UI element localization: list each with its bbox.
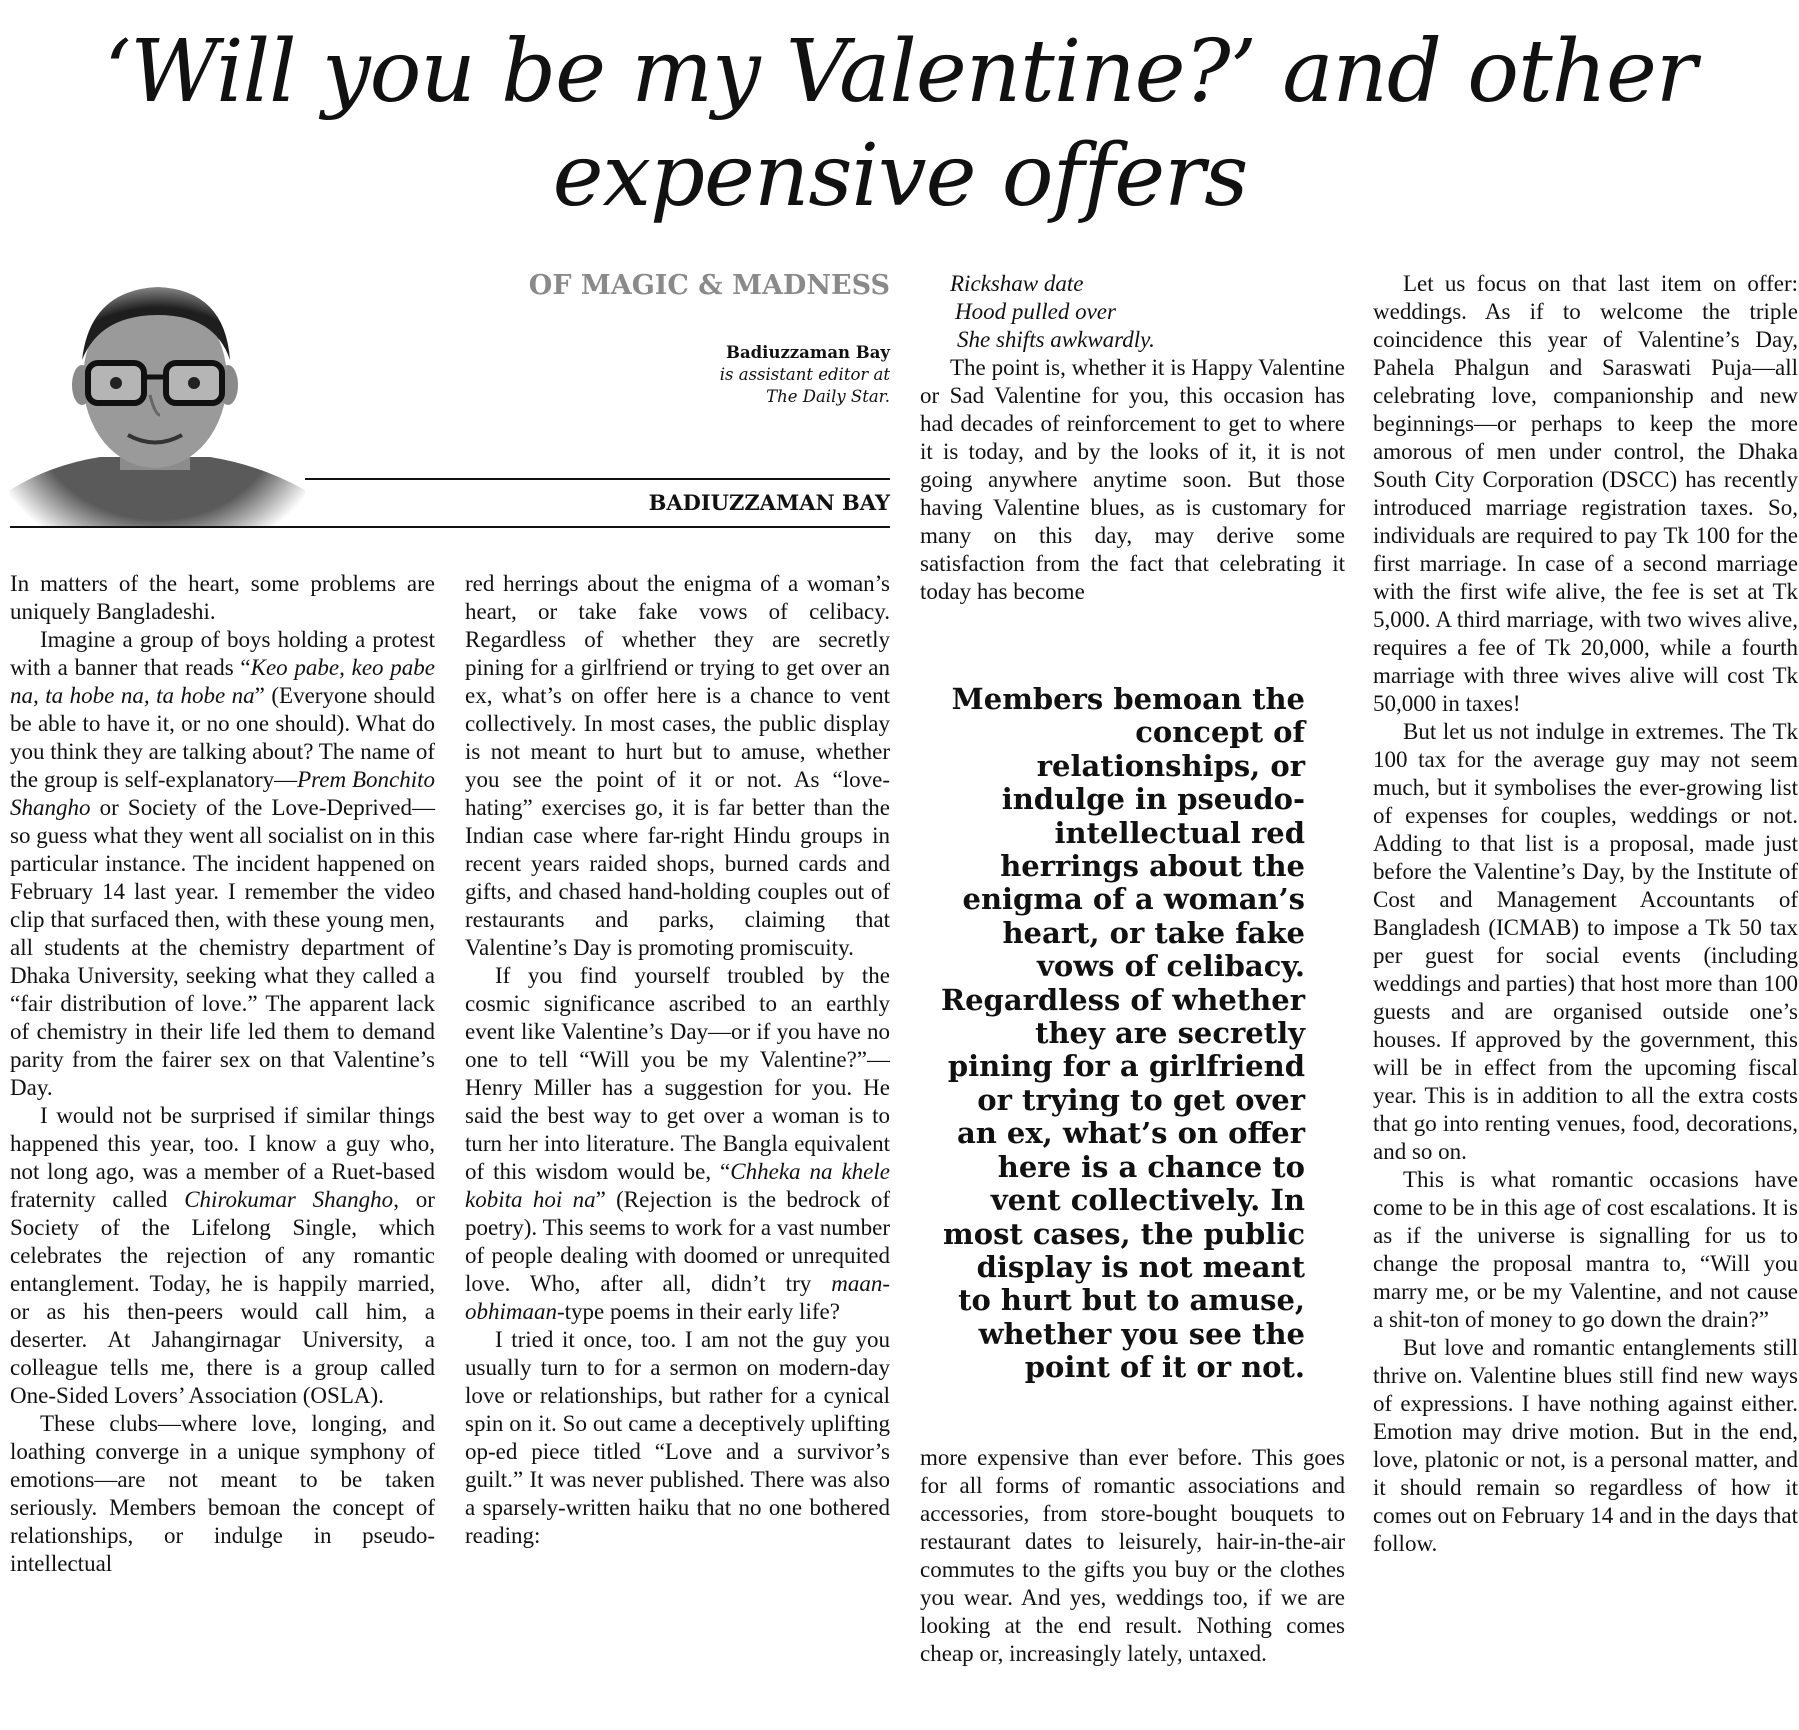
byline-rule-top — [305, 478, 890, 480]
paragraph: This is what romantic occasions have come to be in this age of cost escalations. It is as if the universe is signalling for us to change the proposal mantra to, “Will you marry me, or be my Valentine, and not cause a shit-ton of money to go down the drain?” — [1373, 1167, 1798, 1332]
paragraph: If you find yourself troubled by the cosmic significance ascribed to an earthly event like Valentine’s Day—or if you have no one to tell “Will you be my Valentine?”—Henry Miller has a suggestion for you. He said the best way to get over a woman is to turn her into literature. The Bangla equivalent of this wisdom would be, “Chheka na khele kobita hoi na” (Rejection is the bedrock of poetry). This seems to work for a vast number of people dealing with doomed or unrequited love. Who, after all, didn’t try maan-obhimaan-type poems in their early life? — [465, 963, 890, 1324]
author-portrait-illustration — [10, 275, 305, 527]
article-column-3-top — [920, 270, 1345, 606]
article-column-3-bottom — [920, 1444, 1345, 1668]
paragraph: These clubs—where love, longing, and loathing converge in a unique symphony of emotions—are not meant to be taken seriously. Members bemoan the concept of relationships, or indulge in pseudo-intellectual — [10, 1411, 435, 1576]
paragraph: I tried it once, too. I am not the guy you usually turn to for a sermon on modern-day love or relationships, but rather for a cynical spin on it. So out came a deceptively uplifting op-ed piece titled “Love and a survivor’s guilt.” It was never published. There was also a sparsely-written haiku that no one bothered reading: — [465, 1327, 890, 1548]
pull-quote: Members bemoan the concept of relationships, or indulge in pseudo-intellectual red herrings about the enigma of a woman’s heart, or take fake vows of celibacy. Regardless of whether they are secretly pining for a girlfriend or trying to get over an ex, what’s on offer here is a chance to vent collectively. In most cases, the public display is not meant to hurt but to amuse, whether you see the point of it or not. — [940, 682, 1305, 1385]
byline: BADIUZZAMAN BAY — [648, 490, 890, 515]
haiku-line: She shifts awkwardly. — [957, 327, 1155, 352]
paragraph: I would not be surprised if similar things happened this year, too. I know a guy who, not long ago, was a member of a Ruet-based fraternity called Chirokumar Shangho, or Society of the Lifelong Single, which celebrates the rejection of any romantic entanglement. Today, he is happily married, or as his then-peers would call him, a deserter. At Jahangirnagar University, a colleague tells me, there is a group called One-Sided Lovers’ Association (OSLA). — [10, 1103, 435, 1408]
paragraph: more expensive than ever before. This goes for all forms of romantic associations and accessories, from store-bought bouquets to restaurant dates to leisurely, hair-in-the-air commutes to the gifts you buy or the clothes you wear. And yes, weddings too, if we are looking at the end result. Nothing comes cheap or, increasingly lately, untaxed. — [920, 1445, 1345, 1666]
paragraph: But love and romantic entanglements still thrive on. Valentine blues still find new ways of expressions. I have nothing against either. Emotion may drive motion. But in the end, love, platonic or not, is a personal matter, and it should remain so regardless of how it comes out on February 14 and in the days that follow. — [1373, 1335, 1798, 1556]
author-bio-name: Badiuzzaman Bay — [726, 343, 890, 362]
haiku-line: Hood pulled over — [955, 299, 1116, 324]
column-rubric: OF MAGIC & MADNESS — [528, 270, 890, 301]
article-column-2 — [465, 570, 890, 1550]
paragraph: But let us not indulge in extremes. The Tk 100 tax for the average guy may not seem much, but it symbolises the ever-growing list of expenses for couples, weddings or not. Adding to that list is a proposal, made just before the Valentine’s Day, by the Institute of Cost and Management Accountants of Bangladesh (ICMAB) to impose a Tk 50 tax per guest for social events (including weddings and parties) that host more than 100 guests and are organised outside one’s houses. If approved by the government, this will be in effect from the upcoming fiscal year. This is in addition to all the extra costs that go into renting venues, food, decorations, and so on. — [1373, 719, 1798, 1164]
author-bio-desc-1: is assistant editor at — [719, 365, 890, 384]
paragraph: red herrings about the enigma of a woman’s heart, or take fake vows of celibacy. Regardless of whether they are secretly pining for a girlfriend or trying to get over an ex, what’s on offer here is a chance to vent collectively. In most cases, the public display is not meant to hurt but to amuse, whether you see the point of it or not. As “love-hating” exercises go, it is far better than the Indian case where far-right Hindu groups in recent years raided shops, burned cards and gifts, and chased hand-holding couples out of restaurants and parks, claiming that Valentine’s Day is promoting promiscuity. — [465, 571, 890, 960]
article-column-4 — [1373, 270, 1798, 1558]
headline-line-1: ‘Will you be my Valentine?’ and other — [103, 22, 1697, 122]
paragraph: In matters of the heart, some problems are uniquely Bangladeshi. — [10, 571, 435, 624]
paragraph: Imagine a group of boys holding a protest with a banner that reads “Keo pabe, keo pabe na, ta hobe na, ta hobe na” (Everyone should be able to have it, or no one should). What do you think they are talking about? The name of the group is self-explanatory—Prem Bonchito Shangho or Society of the Love-Deprived—so guess what they went all socialist on in this particular instance. The incident happened on February 14 last year. I remember the video clip that surfaced then, with these young men, all students at the chemistry department of Dhaka University, seeking what they called a “fair distribution of love.” The apparent lack of chemistry in their life led them to demand parity from the fairer sex on that Valentine’s Day. — [10, 627, 435, 1100]
author-bio — [520, 342, 890, 408]
paragraph: The point is, whether it is Happy Valentine or Sad Valentine for you, this occasion has had decades of reinforcement to get to where it is today, and by the looks of it, it is not going anywhere anytime soon. But those having Valentine blues, as is customary for many on this day, may derive some satisfaction from the fact that celebrating it today has become — [920, 355, 1345, 604]
author-photo — [10, 275, 305, 527]
haiku-line: Rickshaw date — [950, 271, 1084, 296]
paragraph: Let us focus on that last item on offer: weddings. As if to welcome the triple coincidence this year of Valentine’s Day, Pahela Phalgun and Saraswati Puja—all celebrating love, companionship and new beginnings—or perhaps to keep the more amorous of men under control, the Dhaka South City Corporation (DSCC) has recently introduced marriage registration taxes. So, individuals are required to pay Tk 100 for the first marriage. In case of a second marriage with the first wife alive, the fee is set at Tk 5,000. A third marriage, with two wives alive, requires a fee of Tk 20,000, while a fourth marriage with three wives alive will cost Tk 50,000 in taxes! — [1373, 271, 1798, 716]
byline-rule-bottom — [10, 526, 890, 528]
headline-line-2: expensive offers — [552, 126, 1248, 226]
article-column-1 — [10, 570, 435, 1578]
author-bio-desc-2: The Daily Star. — [766, 387, 890, 406]
headline — [40, 20, 1760, 228]
haiku — [950, 270, 1345, 354]
